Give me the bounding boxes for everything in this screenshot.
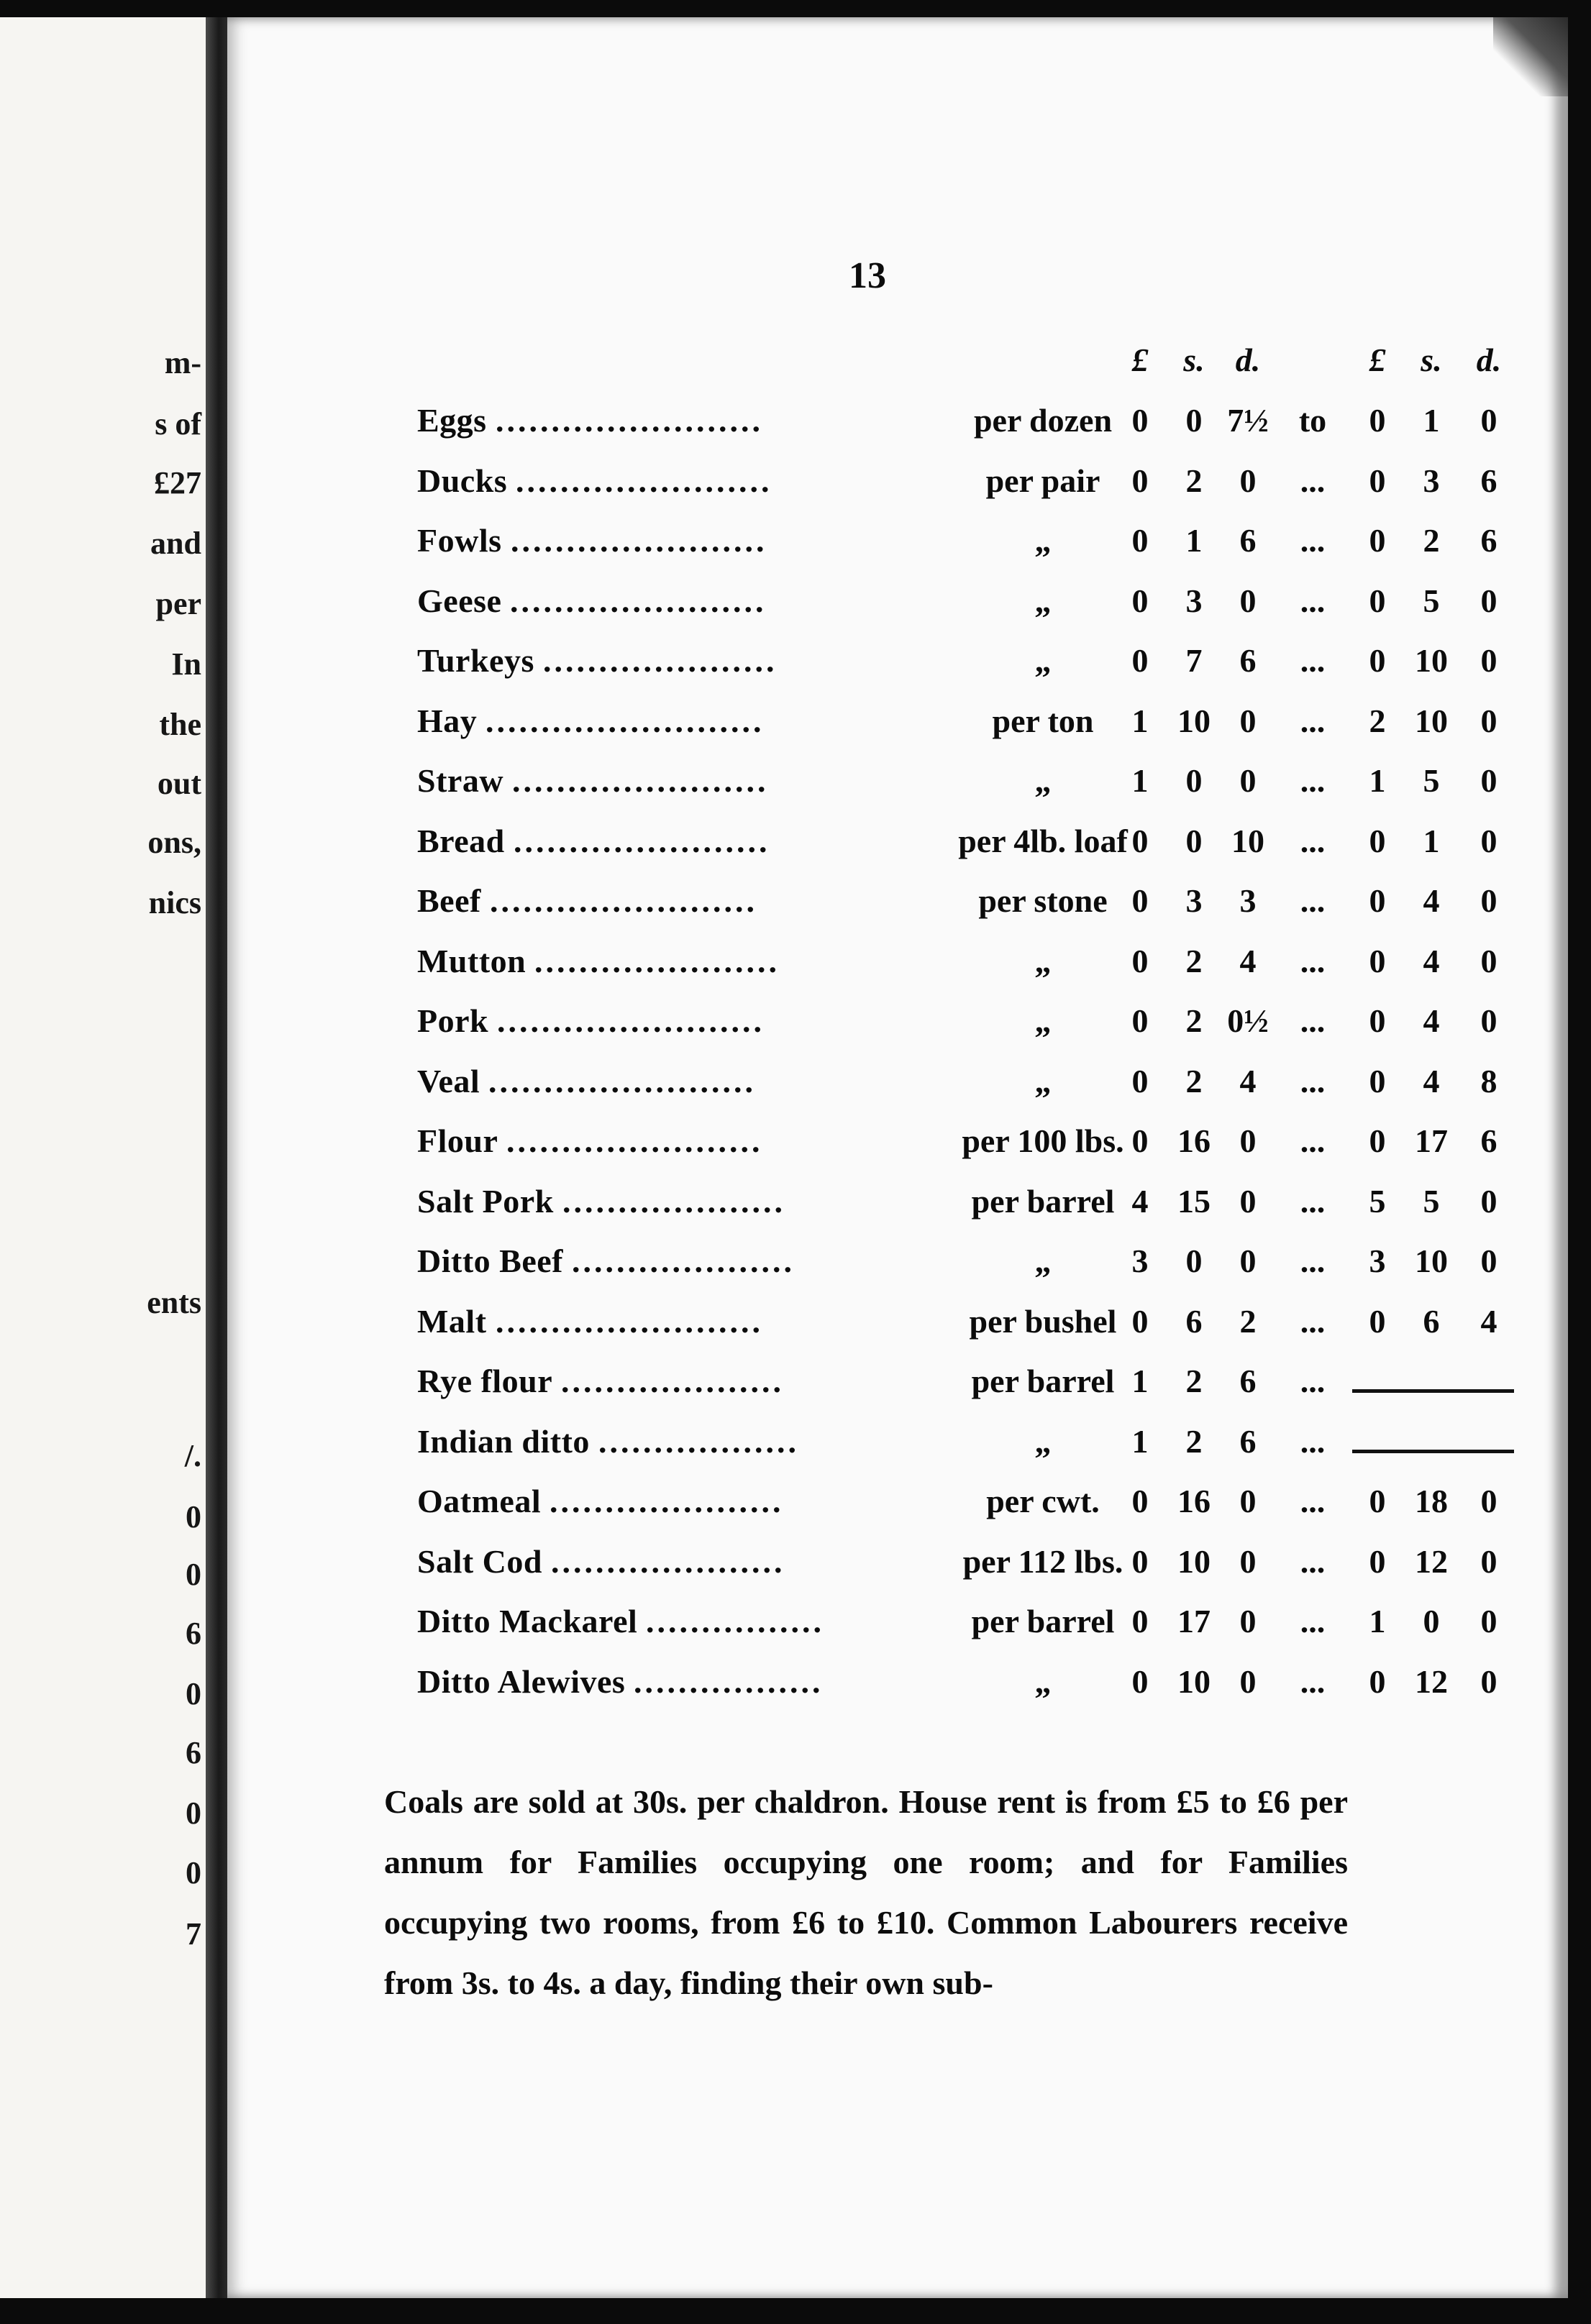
row-price-from: 0 [1131, 1662, 1149, 1700]
row-price-from: 0 [1131, 1542, 1149, 1580]
row-price-from: 15 [1177, 1182, 1211, 1220]
left-page-fragment: 0 [186, 1499, 201, 1534]
row-price-from: 0 [1239, 1243, 1257, 1279]
left-page-fragment: nics [148, 885, 201, 920]
row-price-from: 0 [1131, 522, 1149, 559]
row-range-separator: ... [1300, 1002, 1326, 1039]
header-shillings-to: s. [1421, 342, 1442, 378]
row-unit: per bushel [969, 1302, 1117, 1340]
row-price-to: 0 [1480, 882, 1497, 919]
row-unit: per ton [992, 702, 1094, 739]
left-page-fragment: 0 [186, 1676, 201, 1711]
row-unit: per barrel [971, 1603, 1115, 1639]
row-range-separator: ... [1300, 462, 1326, 499]
row-unit: per pair [985, 462, 1100, 499]
row-price-to: 4 [1423, 1062, 1440, 1099]
left-page-fragment: the [159, 707, 201, 742]
row-price-to: 6 [1480, 522, 1497, 559]
row-price-from: 1 [1131, 702, 1149, 739]
row-unit: „ [1034, 762, 1052, 799]
row-price-from: 0 [1185, 402, 1203, 439]
row-price-from: 10 [1177, 1662, 1211, 1700]
row-price-to: 0 [1480, 1243, 1497, 1279]
row-item-name: Salt Pork [417, 1182, 554, 1220]
row-leader-dots: .................. [598, 1422, 799, 1460]
row-item-name: Eggs [417, 402, 487, 439]
row-price-from: 3 [1131, 1243, 1149, 1279]
left-page-fragment: 6 [186, 1616, 201, 1651]
row-unit: „ [1034, 1062, 1052, 1099]
row-price-to: 0 [1480, 1662, 1497, 1700]
table-row [417, 1002, 1591, 1062]
table-row [417, 1302, 1591, 1363]
page-number: 13 [849, 255, 886, 296]
row-price-to: 5 [1423, 582, 1440, 619]
row-price-from: 0 [1239, 1603, 1257, 1639]
row-item-name: Mutton [417, 942, 526, 979]
header-pounds-to: £ [1369, 342, 1386, 378]
left-page-fragment: £27 [154, 465, 201, 500]
row-leader-dots: ................ [646, 1603, 824, 1639]
row-item-name: Hay [417, 702, 478, 739]
row-range-separator: to [1298, 402, 1327, 439]
table-row [417, 462, 1591, 522]
row-unit: „ [1034, 1662, 1052, 1700]
row-price-to: 0 [1369, 942, 1386, 979]
row-price-to: 17 [1415, 1122, 1448, 1159]
row-item-name: Fowls [417, 522, 502, 559]
row-range-separator: ... [1300, 1062, 1326, 1099]
row-price-to: 0 [1369, 1302, 1386, 1340]
row-price-to: 0 [1480, 402, 1497, 439]
row-price-from: 2 [1185, 1002, 1203, 1039]
row-price-to: 6 [1480, 462, 1497, 499]
row-price-from: 0 [1131, 1062, 1149, 1099]
row-price-to: 5 [1369, 1182, 1386, 1220]
row-range-separator: ... [1300, 642, 1326, 679]
row-price-from: 0 [1239, 1662, 1257, 1700]
row-price-from: 6 [1239, 522, 1257, 559]
row-price-from: 0 [1131, 942, 1149, 979]
row-price-from: 0 [1131, 642, 1149, 679]
header-pence-from: d. [1235, 342, 1261, 378]
row-price-from: 4 [1239, 1062, 1257, 1099]
left-page-fragment: 0 [186, 1855, 201, 1890]
row-price-to: 0 [1369, 882, 1386, 919]
left-facing-page [0, 17, 206, 2298]
table-row [417, 1422, 1591, 1483]
table-row [417, 882, 1591, 942]
row-unit: per 112 lbs. [962, 1542, 1123, 1580]
row-leader-dots: ....................... [510, 582, 767, 619]
row-price-to: 0 [1480, 942, 1497, 979]
row-price-from: 10 [1231, 822, 1264, 859]
row-item-name: Straw [417, 762, 504, 799]
row-price-from: 4 [1239, 942, 1257, 979]
row-price-from: 0 [1131, 1002, 1149, 1039]
row-price-from: 10 [1177, 702, 1211, 739]
row-price-from: 10 [1177, 1542, 1211, 1580]
table-row [417, 1362, 1591, 1422]
row-price-from: 0 [1239, 582, 1257, 619]
table-row [417, 1242, 1591, 1302]
row-leader-dots: .................... [561, 1363, 784, 1399]
left-page-fragment: 6 [186, 1735, 201, 1770]
row-price-to: 2 [1423, 522, 1440, 559]
row-price-from: 0 [1239, 702, 1257, 739]
row-unit: per stone [978, 882, 1108, 919]
row-item-name: Beef [417, 882, 481, 919]
row-unit: per dozen [973, 402, 1113, 439]
row-item-name: Bread [417, 822, 505, 859]
row-price-from: 7 [1185, 642, 1203, 679]
table-row [417, 401, 1591, 462]
row-range-separator: ... [1300, 1542, 1326, 1580]
row-unit: „ [1034, 1422, 1052, 1460]
row-range-separator: ... [1300, 762, 1326, 799]
row-price-from: 0 [1239, 762, 1257, 799]
row-item-name: Ditto Alewives [417, 1662, 626, 1700]
row-range-separator: ... [1300, 1483, 1326, 1519]
row-price-from: 0 [1239, 1483, 1257, 1519]
row-leader-dots: .................... [562, 1182, 785, 1220]
row-range-separator: ... [1300, 822, 1326, 859]
row-price-to: 4 [1423, 942, 1440, 979]
row-item-name: Ditto Mackarel [417, 1603, 638, 1639]
row-item-name: Turkeys [417, 642, 534, 679]
row-price-to: 12 [1415, 1662, 1448, 1700]
row-price-to: 3 [1423, 462, 1440, 499]
row-price-from: 6 [1239, 1363, 1257, 1399]
row-leader-dots: ....................... [514, 822, 770, 859]
table-row [417, 1602, 1591, 1662]
table-row [417, 582, 1591, 642]
table-row [417, 822, 1591, 882]
row-price-from: 3 [1185, 882, 1203, 919]
table-row [417, 761, 1591, 822]
left-page-fragment: 7 [186, 1916, 201, 1952]
row-price-to: 0 [1369, 1662, 1386, 1700]
row-price-to: 0 [1423, 1603, 1440, 1639]
row-range-separator: ... [1300, 1363, 1326, 1399]
book-gutter [206, 17, 227, 2298]
left-page-fragment: /. [184, 1438, 201, 1473]
row-price-from: 0 [1131, 822, 1149, 859]
table-row [417, 942, 1591, 1002]
row-range-separator: ... [1300, 702, 1326, 739]
row-price-to: 10 [1415, 1243, 1448, 1279]
row-unit: per cwt. [986, 1483, 1100, 1519]
row-price-from: 0 [1131, 1302, 1149, 1340]
row-price-from: 2 [1185, 462, 1203, 499]
table-row [417, 1122, 1591, 1182]
table-header-row [417, 341, 1591, 401]
table-row [417, 1062, 1591, 1122]
row-range-separator: ... [1300, 1603, 1326, 1639]
left-page-fragment: per [155, 586, 201, 621]
row-item-name: Veal [417, 1062, 480, 1099]
row-leader-dots: ..................... [551, 1542, 785, 1580]
row-price-to: 18 [1415, 1483, 1448, 1519]
left-page-fragment: s of [155, 406, 201, 442]
table-row [417, 702, 1591, 762]
row-price-to: 0 [1369, 1002, 1386, 1039]
row-range-separator: ... [1300, 1302, 1326, 1340]
left-page-fragment: ons, [147, 825, 201, 860]
row-unit: „ [1034, 642, 1052, 679]
row-price-to: 0 [1480, 822, 1497, 859]
row-price-from: 1 [1131, 1363, 1149, 1399]
row-item-name: Salt Cod [417, 1542, 542, 1580]
row-unit: per barrel [971, 1182, 1115, 1220]
row-item-name: Ditto Beef [417, 1243, 563, 1279]
row-price-from: 0 [1239, 1122, 1257, 1159]
row-price-from: 6 [1185, 1302, 1203, 1340]
scan-border-bottom [0, 2298, 1591, 2324]
row-price-from: 0 [1131, 1122, 1149, 1159]
row-leader-dots: ......................... [485, 702, 765, 739]
row-price-from: 2 [1185, 1062, 1203, 1099]
row-range-separator: ... [1300, 1243, 1326, 1279]
row-item-name: Oatmeal [417, 1483, 542, 1519]
row-price-from: 0½ [1227, 1002, 1269, 1039]
row-unit: per 4lb. loaf [958, 822, 1128, 859]
row-price-to: 0 [1480, 582, 1497, 619]
row-leader-dots: ........................ [496, 1302, 763, 1340]
row-unit: „ [1034, 522, 1052, 559]
table-row [417, 1482, 1591, 1542]
table-row [417, 641, 1591, 702]
row-leader-dots: ....................... [511, 522, 767, 559]
row-price-to: 6 [1423, 1302, 1440, 1340]
left-page-fragment: m- [164, 345, 201, 380]
row-price-from: 4 [1131, 1182, 1149, 1220]
table-row [417, 1182, 1591, 1243]
row-price-from: 2 [1185, 1363, 1203, 1399]
row-price-to: 0 [1369, 1122, 1386, 1159]
row-price-to: 10 [1415, 642, 1448, 679]
row-price-to: 4 [1423, 882, 1440, 919]
row-item-name: Pork [417, 1002, 489, 1039]
row-price-to: 0 [1480, 1182, 1497, 1220]
left-page-fragment: out [157, 766, 201, 801]
row-price-to: 0 [1369, 582, 1386, 619]
row-leader-dots: ........................ [497, 1002, 765, 1039]
row-price-to: 0 [1369, 1542, 1386, 1580]
row-price-from: 0 [1185, 762, 1203, 799]
row-leader-dots: ..................... [543, 642, 778, 679]
left-page-fragment: 0 [186, 1795, 201, 1831]
row-price-to: 0 [1369, 402, 1386, 439]
table-row [417, 1662, 1591, 1723]
row-price-to: 1 [1423, 402, 1440, 439]
row-range-separator: ... [1300, 942, 1326, 979]
row-unit: „ [1034, 582, 1052, 619]
row-price-from: 3 [1185, 582, 1203, 619]
row-leader-dots: ........................ [488, 1062, 756, 1099]
left-page-fragment: 0 [186, 1557, 201, 1592]
row-leader-dots: ........................ [490, 882, 757, 919]
row-leader-dots: ........................ [496, 402, 763, 439]
row-item-name: Ducks [417, 462, 508, 499]
table-row [417, 521, 1591, 582]
row-price-from: 0 [1185, 822, 1203, 859]
row-price-to: 2 [1369, 702, 1386, 739]
row-price-to: 3 [1369, 1243, 1386, 1279]
row-price-to: 4 [1480, 1302, 1497, 1340]
row-price-to: 0 [1480, 702, 1497, 739]
scan-border-top [0, 0, 1591, 17]
row-price-to: 0 [1480, 1002, 1497, 1039]
row-price-to: 0 [1369, 1062, 1386, 1099]
row-unit: „ [1034, 1002, 1052, 1039]
scan-border-right [1568, 0, 1591, 2324]
row-price-from: 2 [1239, 1302, 1257, 1340]
row-item-name: Indian ditto [417, 1422, 590, 1460]
row-leader-dots: ....................... [512, 762, 769, 799]
row-price-to: 1 [1423, 822, 1440, 859]
row-unit: per barrel [971, 1363, 1115, 1399]
row-leader-dots: .................... [572, 1243, 795, 1279]
row-range-separator: ... [1300, 582, 1326, 619]
row-price-to: 6 [1480, 1122, 1497, 1159]
row-item-name: Geese [417, 582, 502, 619]
header-pounds-from: £ [1131, 342, 1149, 378]
row-price-from: 0 [1131, 882, 1149, 919]
row-price-to: 0 [1369, 462, 1386, 499]
row-price-to: 0 [1369, 642, 1386, 679]
row-price-to: 0 [1480, 1483, 1497, 1519]
row-price-from: 7½ [1227, 402, 1269, 439]
row-price-to: 8 [1480, 1062, 1497, 1099]
row-item-name: Malt [417, 1302, 487, 1340]
row-price-from: 0 [1131, 582, 1149, 619]
row-price-to: 12 [1415, 1542, 1448, 1580]
row-price-to: 0 [1480, 1542, 1497, 1580]
row-leader-dots: ....................... [506, 1122, 763, 1159]
row-price-from: 1 [1131, 762, 1149, 799]
row-price-from: 16 [1177, 1483, 1211, 1519]
row-price-from: 0 [1131, 462, 1149, 499]
row-item-name: Rye flour [417, 1363, 553, 1399]
row-price-to: 0 [1369, 522, 1386, 559]
row-price-from: 0 [1239, 1542, 1257, 1580]
row-price-from: 16 [1177, 1122, 1211, 1159]
row-leader-dots: ................. [634, 1662, 824, 1700]
row-price-from: 0 [1185, 1243, 1203, 1279]
row-price-from: 6 [1239, 1422, 1257, 1460]
row-no-price-dash [1352, 1389, 1514, 1393]
row-price-to: 0 [1369, 1483, 1386, 1519]
row-price-from: 0 [1239, 462, 1257, 499]
header-pence-to: d. [1476, 342, 1502, 378]
row-price-from: 2 [1185, 942, 1203, 979]
row-price-to: 0 [1480, 1603, 1497, 1639]
row-price-to: 10 [1415, 702, 1448, 739]
row-price-to: 1 [1369, 1603, 1386, 1639]
row-price-to: 1 [1369, 762, 1386, 799]
page-corner-fold [1493, 17, 1568, 96]
header-shillings-from: s. [1183, 342, 1205, 378]
row-price-from: 17 [1177, 1603, 1211, 1639]
row-price-to: 5 [1423, 1182, 1440, 1220]
row-price-from: 0 [1131, 1483, 1149, 1519]
row-unit: „ [1034, 1243, 1052, 1279]
row-price-from: 1 [1185, 522, 1203, 559]
row-unit: „ [1034, 942, 1052, 979]
row-range-separator: ... [1300, 1662, 1326, 1700]
left-page-fragment: In [171, 646, 201, 682]
row-price-from: 1 [1131, 1422, 1149, 1460]
row-price-to: 5 [1423, 762, 1440, 799]
row-no-price-dash [1352, 1450, 1514, 1453]
row-range-separator: ... [1300, 1182, 1326, 1220]
closing-paragraph: Coals are sold at 30s. per chaldron. House rent is from £5 to £6 per annum for Families occupying one room; and for Families occupying two rooms, from £6 to £10. Common Labourers receive from 3s. to 4s. a day, finding their own sub- [384, 1783, 1348, 2001]
row-leader-dots: ....................... [516, 462, 772, 499]
main-page [227, 17, 1568, 2298]
table-row [417, 1542, 1591, 1603]
row-unit: per 100 lbs. [962, 1122, 1124, 1159]
left-page-fragment: and [150, 526, 201, 561]
row-range-separator: ... [1300, 1122, 1326, 1159]
row-price-to: 0 [1480, 642, 1497, 679]
row-price-from: 3 [1239, 882, 1257, 919]
row-item-name: Flour [417, 1122, 498, 1159]
row-price-from: 0 [1131, 1603, 1149, 1639]
row-price-from: 6 [1239, 642, 1257, 679]
row-leader-dots: ...................... [534, 942, 780, 979]
left-page-fragment: ents [147, 1285, 201, 1320]
row-range-separator: ... [1300, 522, 1326, 559]
row-price-to: 4 [1423, 1002, 1440, 1039]
row-price-to: 0 [1369, 822, 1386, 859]
row-price-from: 0 [1131, 402, 1149, 439]
row-range-separator: ... [1300, 1422, 1326, 1460]
row-price-from: 2 [1185, 1422, 1203, 1460]
row-leader-dots: ..................... [550, 1483, 784, 1519]
row-range-separator: ... [1300, 882, 1326, 919]
row-price-to: 0 [1480, 762, 1497, 799]
row-price-from: 0 [1239, 1182, 1257, 1220]
